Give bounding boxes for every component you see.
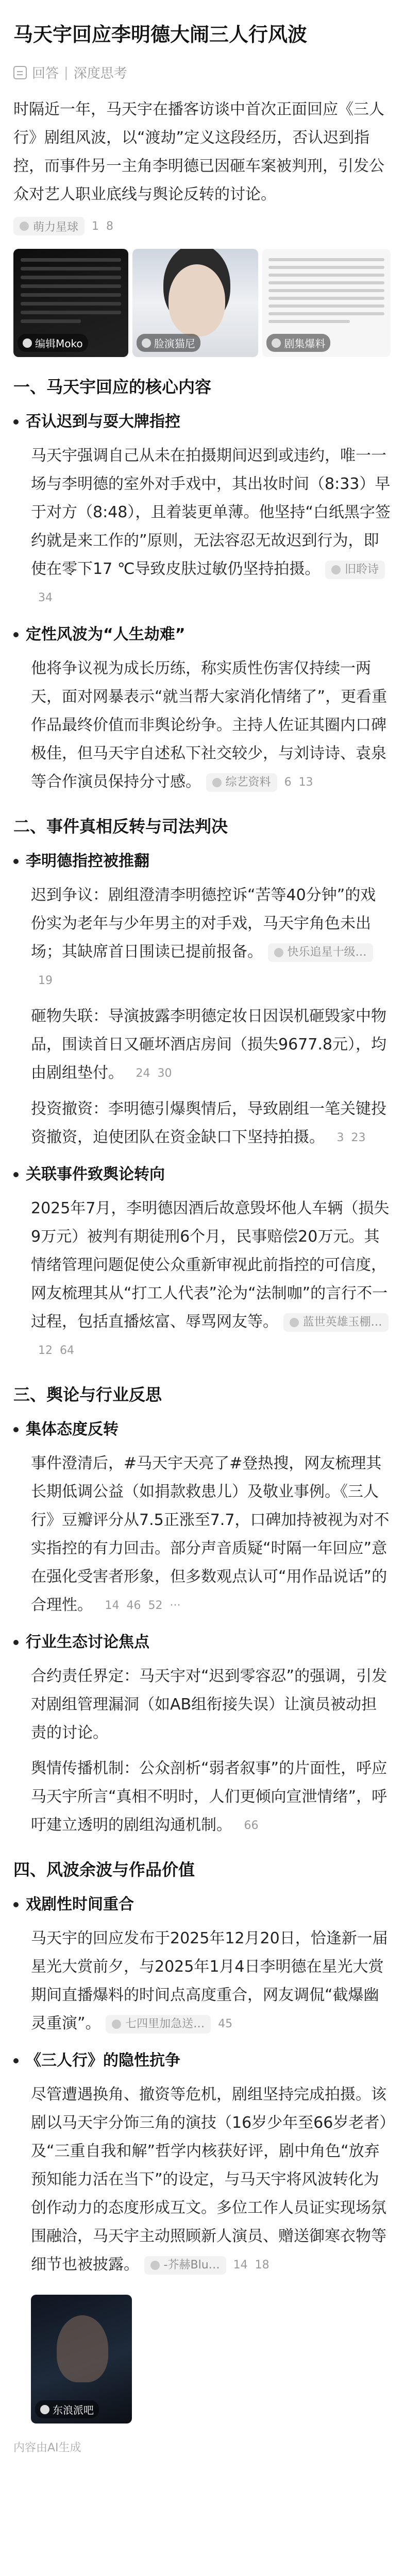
intro-ref [13,217,391,235]
citation-count[interactable]: 8 [106,219,114,233]
subsection-heading [13,849,391,874]
source-logo-icon [290,1318,299,1327]
subsection-title: 关联事件致舆论转向 [26,1165,165,1183]
paragraph-text: 合约责任界定：马天宇对“迟到零容忍”的强调，引发对剧组管理漏洞（如AB组衔接失误）让演员被动担责的讨论。 [31,1667,388,1742]
paragraph [31,1924,391,2038]
paragraph-text: 他将争议视为成长历练，称实质性伤害仅持续一两天，面对网暴表示“就当帮大家消化情绪了”，更看重作品最终价值而非舆论纷争。主持人佐证其圈内口碑极佳，但马天宇自述私下社交较少，与刘诗诗、袁泉等合作演员保持分寸感。 [31,659,388,791]
page-title: 马天宇回应李明德大闹三人行风波 [13,23,308,46]
source-name: 综艺资料 [225,776,271,789]
paragraph [31,1194,391,1365]
subsection-body [13,654,391,796]
citation-count[interactable]: 52 [148,1599,163,1612]
gallery-caption: 剧集爆料 [284,337,326,350]
section-heading: 二、事件真相反转与司法判决 [13,817,228,836]
subsection-title: 行业生态讨论焦点 [26,1633,149,1651]
bullet-icon [13,2058,19,2063]
source-chip[interactable] [106,2015,211,2033]
citation-count[interactable]: 14 [105,1599,120,1612]
source-name: 蓝世英雄玉棚… [302,1316,382,1329]
bullet-icon [13,1902,19,1907]
intro-text: 时隔近一年，马天宇在播客访谈中首次正面回应《三人行》剧组风波，以“渡劫”定义这段经历，否认迟到指控，而事件另一主角李明德已因砸车案被判刑，引发公众对艺人职业底线与舆论反转的讨论。 [13,100,384,204]
paragraph [31,2080,391,2279]
citation-count[interactable]: 64 [60,1344,74,1357]
avatar [23,338,32,348]
subsection-title: 李明德指控被推翻 [26,852,149,870]
citation-count[interactable]: 19 [38,974,53,987]
subsection-body [13,1924,391,2038]
paragraph-text: 马天宇的回应发布于2025年12月20日，恰逢新一届星光大赏前夕，与2025年1月4日李明德在星光大赏期间直播爆料的时间点高度重合，网友调侃“截爆幽灵重演”。 [31,1929,388,2032]
source-logo-icon [20,222,29,231]
paragraph [31,1449,391,1620]
video-figure [57,2315,108,2382]
video-thumbnail[interactable] [31,2295,132,2424]
avatar [142,338,151,348]
section-heading: 一、马天宇回应的核心内容 [13,377,212,397]
subsection-title: 否认迟到与耍大牌指控 [26,413,180,431]
subsection-heading [13,1417,391,1442]
paragraph-text: 事件澄清后，#马天宇天亮了#登热搜，网友梳理其长期低调公益（如捐款救患儿）及敬业事例。《三人行》豆瓣评分从7.5正涨至7.7，口碑加持被视为对不实指控的有力回击。部分声音质疑“时隔一年回应”意在强化受害者形象，但多数观点认可“用作品说话”的合理性。 [31,1454,390,1614]
subsection-body [13,881,391,1152]
source-chip[interactable] [268,943,373,962]
citation-count[interactable]: 24 [136,1067,150,1080]
paragraph [31,1002,391,1088]
bullet-icon [13,1640,19,1645]
source-name: 旧聆诗 [344,563,379,576]
source-logo-icon [274,948,283,957]
citation-count[interactable]: 34 [38,591,53,604]
avatar [40,2405,49,2414]
section-heading: 三、舆论与行业反思 [13,1385,162,1404]
meta-separator: | [64,64,69,80]
subsection-body [13,442,391,612]
subsection-heading [13,410,391,434]
answer-icon [13,66,27,79]
paragraph [31,1662,391,1747]
subsection-heading [13,1630,391,1655]
bullet-icon [13,1172,19,1177]
paragraph-text: 投资撤资：李明德引爆舆情后，导致剧组一笔关键投资撤资，迫使团队在资金缺口下坚持拍摄。 [31,1100,386,1146]
subsection-body [13,1662,391,1840]
avatar [272,338,281,348]
bullet-icon [13,859,19,864]
subsection-title: 集体态度反转 [26,1420,119,1438]
paragraph-text: 马天宇强调自己从未在拍摄期间迟到或违约，唯一一场与李明德的室外对手戏中，其出妆时间（8:33）早于对方（8:48），且着装更单薄。他坚持“白纸黑字签约就是来工作的”原则，无法容忍无故迟到行为，即使在零下17 ℃导致皮肤过敏仍坚持拍摄。 [31,447,391,578]
citation-count[interactable]: 18 [255,2259,270,2272]
video-caption: 东浪派吧 [53,2404,94,2416]
paragraph [31,442,391,612]
citation-count[interactable]: 30 [157,1067,172,1080]
paragraph-text: 迟到争议：剧组澄清李明德控诉“苦等40分钟”的戏份实为老年与少年男主的对手戏，马天宇角色未出场；其缺席首日围读已提前报备。 [31,886,376,961]
paragraph [31,1754,391,1840]
subsection-body [13,1194,391,1365]
section-heading: 四、风波余波与作品价值 [13,1860,195,1879]
paragraph [31,881,391,995]
answer-label: 回答 [32,66,59,81]
source-logo-icon [112,2020,121,2029]
source-chip[interactable] [13,217,85,235]
subsection-title: 戏剧性时间重合 [26,1895,134,1913]
answer-meta [13,63,391,82]
source-logo-icon [212,778,222,787]
source-logo-icon [331,565,341,574]
citation-count[interactable]: 14 [233,2259,248,2272]
citation-count[interactable]: 6 [284,776,292,789]
gallery-image[interactable] [262,249,391,357]
source-chip[interactable] [206,773,277,792]
citation-count[interactable]: 1 [92,219,99,233]
bullet-icon [13,1427,19,1432]
subsection-title: 定性风波为“人生劫难” [26,625,186,643]
citation-count[interactable]: 12 [38,1344,53,1357]
source-chip[interactable] [144,2256,226,2275]
gallery-caption: 脸演猫尼 [154,337,195,350]
source-chip[interactable] [325,561,385,579]
source-name: 快乐追星十级… [287,946,367,959]
ai-generated-note: 内容由AI生成 [13,2442,81,2454]
source-logo-icon [150,2261,160,2270]
gallery-image[interactable] [13,249,128,357]
citation-count[interactable]: 46 [126,1599,141,1612]
answer-mode[interactable]: 深度思考 [73,66,127,81]
source-name: 七四里加急送… [125,2018,205,2030]
gallery-image[interactable] [132,249,259,357]
subsection-heading [13,2048,391,2073]
bullet-icon [13,632,19,637]
subsection-heading [13,1162,391,1187]
subsection-title: 《三人行》的隐性抗争 [26,2052,180,2070]
paragraph [31,1095,391,1152]
source-name: 萌力星球 [33,221,79,234]
article-snippet [21,258,121,328]
citation-count[interactable]: 13 [298,776,313,789]
citation-count[interactable]: 3 [336,1131,344,1144]
citation-count[interactable]: 23 [351,1131,366,1144]
subsection-heading [13,1892,391,1917]
source-chip[interactable] [283,1313,389,1332]
subsection-body [13,1449,391,1620]
subsection-heading [13,622,391,647]
source-name: -芥赫Blu… [163,2259,220,2272]
image-gallery [13,249,391,357]
article-snippet [268,258,384,328]
more-icon[interactable]: ··· [170,1599,181,1612]
portrait [169,264,225,336]
subsection-body [13,2080,391,2279]
paragraph-text: 尽管遭遇换角、撤资等危机，剧组坚持完成拍摄。该剧以马天宇分饰三角的演技（16岁少年至66岁老者）及“三重自我和解”哲学内核获好评，剧中角色“放弃预知能力活在当下”的设定，与马天宇将风波转化为创作动力的态度形成互文。多位工作人员证实现场氛围融洽，马天宇主动照顾新人演员、赠送御寒衣物等细节也被披露。 [31,2086,388,2274]
citation-count[interactable]: 66 [244,1819,259,1832]
citation-count[interactable]: 45 [218,2018,233,2030]
bullet-icon [13,419,19,425]
paragraph-text: 砸物失联：导演披露李明德定妆日因误机砸毁家中物品，围读首日又砸坏酒店房间（损失9677.8元），均由剧组垫付。 [31,1007,386,1082]
paragraph [31,654,391,796]
paragraph-text: 2025年7月，李明德因酒后故意毁坏他人车辆（损失9万元）被判有期徒刑6个月，民事赔偿20万元。其情绪管理问题促使公众重新审视此前指控的可信度，网友梳理其从“打工人代表”沦为“法制咖”的言行不一过程，包括直播炫富、辱骂网友等。 [31,1199,390,1331]
paragraph-text: 舆情传播机制：公众剖析“弱者叙事”的片面性，呼应马天宇所言“真相不明时，人们更倾向宣泄情绪”，呼吁建立透明的剧组沟通机制。 [31,1759,388,1834]
gallery-caption: 编辑Moko [35,337,83,350]
